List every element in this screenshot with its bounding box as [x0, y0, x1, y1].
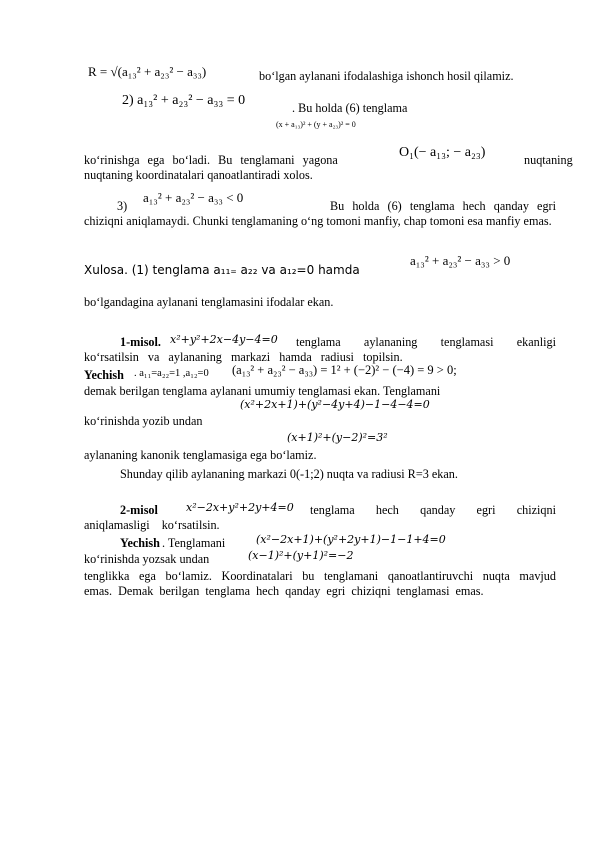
example1-formula: x²+y²+2x−4y−4=0	[170, 333, 278, 346]
xulosa-label: Xulosa. (1) tenglama a₁₁₌ a₂₂ va a₁₂=0 hamda	[84, 263, 360, 277]
case3-formula: a₁₃² + a₂₃² − a₃₃ < 0	[143, 190, 244, 205]
example2-text: tenglama hech qanday egri chiziqni aniqlamasligi ko‘rsatilsin.	[84, 503, 556, 533]
example1-label: 1-misol.	[120, 335, 161, 349]
para1-text2: nuqtaning koordinatalari qanoatlantiradi xolos.	[84, 168, 313, 182]
para1-text: ko‘rinishga ega bo‘ladi. Bu tenglamani yagona	[84, 153, 338, 167]
xulosa-formula: a₁₃² + a₂₃² − a₃₃ > 0	[410, 253, 511, 268]
solution1-check: (a₁₃² + a₂₃² − a₃₃) = 1² + (−2)² − (−4) = 9 > 0;	[232, 363, 457, 377]
case2-equation: (x + a₁₃)² + (y + a₂₃)² = 0	[276, 120, 356, 129]
solution1-eq2: (x²+2x+1)+(y²−4y+4)−1−4−4=0	[240, 398, 430, 411]
solution2-label: Yechish	[120, 536, 160, 550]
case3-text: Bu holda (6) tenglama hech qanday egri chiziqni aniqlamaydi. Chunki tenglamaning o‘ng tomoni manfiy, chap tomoni esa manfiy emas.	[84, 199, 556, 229]
xulosa-text: bo‘lgandagina aylanani tenglamasini ifodalar ekan.	[84, 295, 334, 309]
case2-formula: 2) a₁₃² + a₂₃² − a₃₃ = 0	[122, 93, 246, 108]
para1-word: nuqtaning	[524, 153, 573, 167]
solution2-text: . Tenglamani	[162, 536, 226, 550]
line1-text: bo‘lgan aylanani ifodalashiga ishonch hosil qilamiz.	[259, 69, 514, 83]
solution2-eq2: (x²−2x+1)+(y²+2y+1)−1−1+4=0	[256, 533, 446, 546]
solution1-line3: demak berilgan tenglama aylanani umumiy tenglamasi ekan. Tenglamani	[84, 384, 441, 398]
solution2-line4: ko‘rinishda yozsak undan	[84, 552, 210, 566]
case3-number: 3)	[117, 199, 128, 213]
example2-label: 2-misol	[120, 503, 158, 517]
solution1-line5: aylananing kanonik tenglamasiga ega bo‘lamiz.	[84, 448, 317, 462]
solution1-line4: ko‘rinishda yozib undan	[84, 414, 203, 428]
solution1-label: Yechish	[84, 368, 124, 382]
point-o1: O₁(− a₁₃; − a₂₃)	[399, 145, 486, 160]
solution1-eq3: (x+1)²+(y−2)²=3²	[287, 431, 388, 444]
solution2-final: tenglikka ega bo‘lamiz. Koordinatalari bu tenglamani qanoatlantiruvchi nuqta mavjud emas. Demak berilgan tenglama hech qanday egri chiziqni tenglamasi emas.	[84, 569, 556, 599]
solution2-eq3: (x−1)²+(y+1)²=−2	[248, 549, 354, 562]
example1-text: tenglama aylananing tenglamasi ekanligi ko‘rsatilsin va aylananing markazi hamda radiusi topilsin.	[84, 335, 556, 365]
line2-text: . Bu holda (6) tenglama	[292, 101, 408, 115]
solution1-condition: . a₁₁=a₂₂=1 ,a₁₂=0	[134, 368, 209, 379]
radius-formula: R = √(a₁₃² + a₂₃² − a₃₃)	[88, 64, 207, 79]
solution1-line6: Shunday qilib aylananing markazi 0(-1;2) nuqta va radiusi R=3 ekan.	[120, 467, 458, 481]
example2-formula: x²−2x+y²+2y+4=0	[186, 501, 294, 514]
